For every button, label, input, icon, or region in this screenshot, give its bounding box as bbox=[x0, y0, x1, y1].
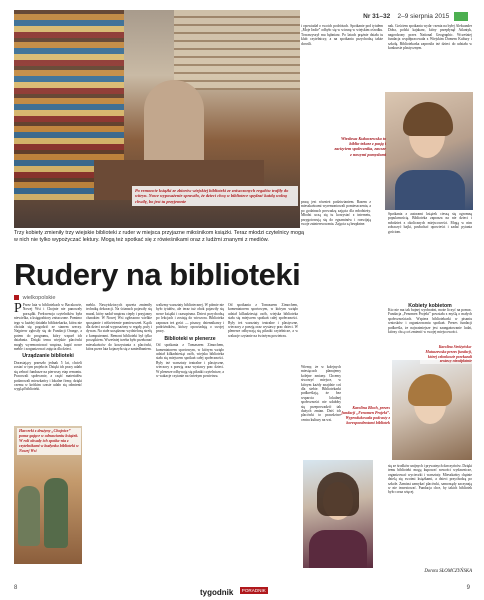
article-column-3-lower: Od spotkania z Tomaszem Zimochem, komentatorem sportowym, w którym wzięło udział kilkadziesiąt osób, wiejska biblioteka stała się miejscem spotkań całej społeczności. Były też warsztaty teatralne i plastyczne, wieczory z poezją oraz wystawy prac dzieci. W plenerze odbywają się pikniki czytelnicze, a w wakacje czytanie na świeżym powietrzu. bbox=[228, 303, 298, 338]
footer-brand bbox=[200, 582, 268, 600]
drop-cap: P bbox=[14, 303, 22, 316]
footer-bar bbox=[0, 579, 484, 600]
karolina-portrait-photo bbox=[303, 460, 373, 568]
article-column-5-mid: Kto nie ma tak bujnej wyobraźni, może liczyć na pomoc. Fundacja „Fenomen Projekt” powstała z myślą o małych społecznościach. Wspiera bibliotekarki w pisaniu wniosków i organizowaniu spotkań. Prezes fundacji podkreśla, że najważniejsze jest zaangażowanie ludzi, którzy chcą coś zmienić w swojej miejscowości. bbox=[388, 308, 472, 335]
portrait-caption-block: Wiesława Kubaczewska to biblio-tekarz z pasją i zacięciem społecznika, zawsze z nowymi pomysłami bbox=[334, 136, 386, 157]
library-interior-photo bbox=[14, 10, 300, 228]
article-column-2: mebla. Nawyżdziocych sprzeta zmieniły technikę dekoracji. Na ścianach pojawiły się mural, który nadał wnętrzu ciepły i przyjazny charakter. W Nowej Wsi ogłoszono wielkie sprzątanie i odświeżenie pomieszczeń. Kącik dla dzieci został wyposażony w regały, pufy i dywan. Na stałe urządzono wydzieloną strefę z komputerami. Remont biblioteki był tylko początkiem. Wcześniej trzeba było przekonać mieszkańców do korzystania z placówki, która przez lata kojarzyła się z zaniedbaniem. bbox=[86, 303, 152, 352]
subhead-plenerze: Biblioteki w plenerze bbox=[164, 335, 216, 342]
hair bbox=[403, 102, 453, 136]
subhead-urzadzanie: Urządzanie biblioteki bbox=[22, 353, 74, 360]
brand-logo-tag: PORADNIK bbox=[241, 588, 266, 594]
brand-logo-text: tygodnik bbox=[200, 588, 234, 597]
footer-page-right: 9 bbox=[466, 585, 470, 591]
article-column-3: walizmy warsztaty bibliotecznej. W piśmie nie było tytułów, ale teraz tuż obok pojawiły się nowe książki i czasopisma. Dzieci przychodzą po lekcjach i zostają do wieczora. Biblioteka zaprasza też gości — pisarzy, dziennikarzy i podróżników, którzy opowiadają o swojej pracy. Biblioteki w plenerze Od spotkania z Tomaszem Zimochem, komentatorem sportowym, w którym wzięło udział kilkadziesiąt osób, wiejska biblioteka stała się miejscem spotkań całej społeczności. Były też warsztaty teatralne i plastyczne, wieczory z poezją oraz wystawy prac dzieci. W plenerze odbywają się pikniki czytelnicze, a w wakacje czytanie na świeżym powietrzu. bbox=[156, 303, 224, 379]
karolina-caption-block: Karolina Bloch, prezes fundacji „Fenomen Projekt”. Wyprodukowała podcasty z korespondentami bibliotek bbox=[341, 405, 390, 425]
article-column-5: Spotkania z autorami książek cieszą się ogromną popularnością. Biblioteka zaprasza na nie dzieci i młodzież z okolicznych miejscowości. Mogą w nim zobaczyć bajki, posłuchać opowieści i zadać pytania gościom. bbox=[388, 212, 472, 234]
issue-number: Nr 31–32 bbox=[363, 13, 391, 21]
footer-page-left: 8 bbox=[14, 585, 18, 591]
reading-child bbox=[144, 80, 204, 170]
article-column-4-mid: pracę jest również podziwianiem. Razem z mieszkańcami wyremontowali pomieszczenia, a po godzinach prowadzą zajęcia dla młodzieży. Młodzi uczą się tu korzystać z internetu, przygotowują się do egzaminów i rozwijają swoje zainteresowania. Zajęcia są bezpłatne. bbox=[301, 200, 371, 227]
article-column-5-lower: się ze środków unijnych i prywatnych darczyńców. Dzięki temu biblioteki mogą kupować nowości wydawnicze, organizować wycieczki i warsztaty. Mieszkańcy chętnie dzielą się swoimi książkami, a dzieci przychodzą po szkole. Zamiast zamykać placówki, samorządy zaczynają w nie inwestować. Fundacja chce, by takich bibliotek było coraz więcej. bbox=[388, 464, 472, 495]
top-photo-caption: Po remoncie książki ze zbiorów wiejskiej biblioteki ze zniszczonych regałów trafiły do witryn. Nowe wyposażenie sprawiło, że dzieci chcą w bibliotece spędzać każdą wolną chwilę, bo jest tu przyjemnie bbox=[132, 186, 298, 206]
region-marker-icon bbox=[14, 295, 19, 300]
top bbox=[395, 170, 465, 210]
top bbox=[309, 530, 367, 568]
scout-1 bbox=[18, 486, 40, 546]
article-title: Rudery na biblioteki bbox=[14, 257, 301, 292]
shelf-right bbox=[174, 10, 300, 90]
article-column-4-lower: Wiemy, że w kolejnych miesiącach planujemy kolejne zmiany. Chcemy stworzyć miejsce, w którym każdy znajdzie coś dla siebie. Bibliotekarki podkreślają, że bez wsparcia lokalnej społeczności nie udałoby się przeprowadzić tak dużych zmian. Dziś ich placówki to prawdziwe centra kultury na wsi. bbox=[301, 365, 341, 422]
issue-header bbox=[363, 12, 468, 21]
hair bbox=[317, 472, 359, 516]
librarian-portrait-photo bbox=[385, 92, 473, 210]
author-signature: Dorota SŁOMCZYŃSKA bbox=[424, 569, 472, 574]
subhead-kobiety: Kobiety kobietom bbox=[408, 303, 452, 309]
article-lead: Trzy kobiety zmieniły trzy wiejskie biblioteki z ruder w miejsca przyjazne miłośnikom książki. Teraz młodzi czytelnicy mogą w nich nie tylko wypożyczać lektury. Mogą też spotkać się z rówieśnikami oraz z ludźmi znanymi z mediów. bbox=[14, 230, 304, 243]
issue-date: 2–9 sierpnia 2015 bbox=[397, 13, 450, 21]
scouts-photo bbox=[14, 426, 82, 564]
dorota-caption-block: Karolina Stróżyńska-Matuszewska prezes fundacji, której członkowie przekazali zestawy nieodpłatnie bbox=[420, 345, 472, 415]
green-corner-icon bbox=[454, 12, 468, 21]
scout-2 bbox=[44, 478, 68, 548]
harcerki-caption: Harcerki z drużyny „Chojnice” poma-gające w odnawianiu książek. W roli obsady ich spotka-nia z czytelnikami w budynku biblioteki w Nowej Wsi bbox=[17, 428, 81, 455]
article-column-1: P Przez lata w bibliotekach w Baczkowie, Nowej Wsi i Chojnie nie panowały porządki. Frekwencja czytelników była niewielka, a księgozbiory zniszczone. Pomimo tego w każdej działała bibliotekarka, która nie chciała się pogodzić ze stanem rzeczy. Najpierw zgłosiły się do Fundacji Orange, a potem do programu, który wsparł ich działania. Dzięki temu wiejskie placówki mogły wyremontować wnętrza, kupić nowe meble i zorganizować zajęcia dla dzieci. Urządzanie biblioteki Dorastający przeszło jednak 5 lat, chcieli zostać w tym projekcie. Dzięki ich pracy udało się zebrać fundusze na pierwszy etap remontu. Pracowali społecznie, a część materiałów podarowali mieszkańcy i lokalne firmy, dzięki czemu w krótkim czasie udało się odmienić wygląd biblioteki. bbox=[14, 303, 82, 392]
region-tag: wielkopolskie bbox=[14, 295, 56, 301]
article-column-5-top: nak. Gościem spotkania wyda- rzenia na byłej Aleksander Doba, polski kajakarz, który przepłynął Atlantyk, nagrodzony przez National Geographic. Wcześniej fundacja współpracowała z Wiejskim Domem Kultury i szkołą. Bibliotekarka zaprosiła też dzieci do udziału w konkursie plastycznym. bbox=[388, 24, 472, 51]
article-column-4-top: i opowiadał o swoich podróżach. Spotkanie pod tytułem „Moje Indie” odbyło się w wiosnę w wiejskim ośrodku. Towarzyszył mu bębniarz. Po latach prężnie działa tu klub czytelniczy, a na spotkania przychodzą także dorośli. bbox=[301, 24, 383, 46]
